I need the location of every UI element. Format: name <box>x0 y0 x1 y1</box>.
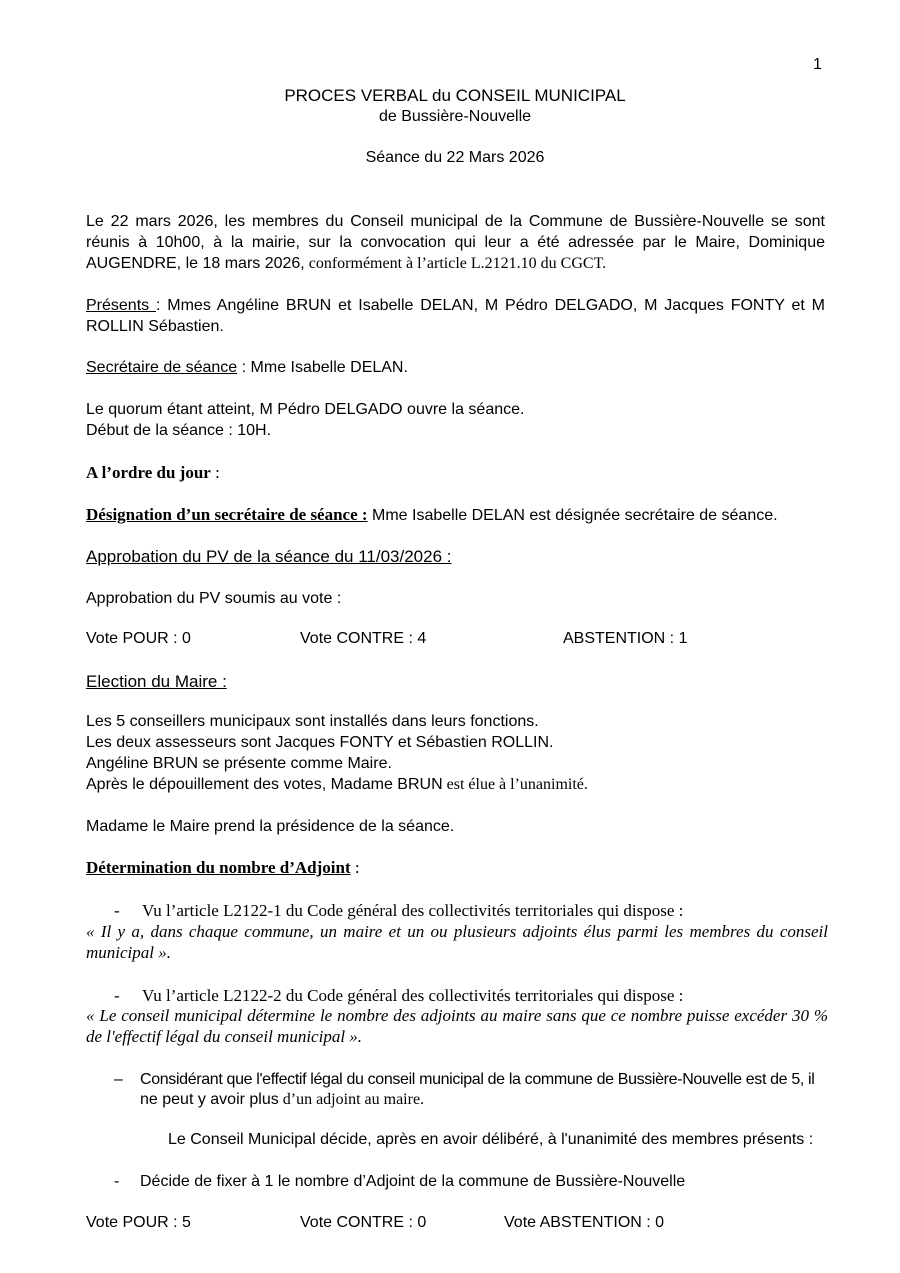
quote-1: « Il y a, dans chaque commune, un maire et un ou plusieurs adjoints élus parmi les membres du conseil municipal ». <box>86 922 828 962</box>
election-line-2: Les deux assesseurs sont Jacques FONTY et Sébastien ROLLIN. <box>86 734 554 751</box>
bullet-4-text: Décide de fixer à 1 le nombre d’Adjoint de la commune de Bussière-Nouvelle <box>140 1173 686 1190</box>
bullet-1-dash: - <box>114 901 120 920</box>
bullet-4-dash: - <box>114 1173 120 1190</box>
secretary-text: : Mme Isabelle DELAN. <box>237 359 408 376</box>
bullet-3-line-1: Considérant que l'effectif légal du conseil municipal de la commune de Bussière-Nouvelle est de 5, il <box>140 1071 815 1088</box>
approval-vote-contre: Vote CONTRE : 4 <box>300 630 427 647</box>
final-vote-abstention: Vote ABSTENTION : 0 <box>504 1214 665 1231</box>
intro-text: Le 22 mars 2026, les membres du Conseil municipal de la Commune de Bussière-Nouvelle se sont réunis à 10h00, à la mairie, sur la convocation qui leur a été adressée par le Maire, Dominique AUGENDRE, le 18 mars 2026, <box>86 213 825 272</box>
designation-text: Mme Isabelle DELAN est désignée secrétaire de séance. <box>367 507 778 524</box>
election-line-4 <box>86 774 825 795</box>
intro-paragraph <box>86 211 825 274</box>
approval-abstention: ABSTENTION : 1 <box>563 630 688 647</box>
approval-text: Approbation du PV soumis au vote : <box>86 590 342 607</box>
election-result-text: Après le dépouillement des votes, Madame BRUN <box>86 776 443 793</box>
designation-paragraph <box>86 504 825 526</box>
determination-heading-text: Détermination du nombre d’Adjoint <box>86 858 351 877</box>
document-title: PROCES VERBAL du CONSEIL MUNICIPAL <box>284 86 626 105</box>
approval-vote-pour: Vote POUR : 0 <box>86 630 191 647</box>
page-number: 1 <box>813 56 822 73</box>
bullet-2-text: Vu l’article L2122-2 du Code général des collectivités territoriales qui dispose : <box>142 986 684 1005</box>
presents-text: Mmes Angéline BRUN et Isabelle DELAN, M Pédro DELGADO, M Jacques FONTY et M ROLLIN Sébastien. <box>86 297 825 335</box>
bullet-3-line-2 <box>140 1089 830 1110</box>
final-vote-pour: Vote POUR : 5 <box>86 1214 191 1231</box>
agenda-heading-text: A l’ordre du jour <box>86 463 211 482</box>
intro-text-legal: conformément à l’article L.2121.10 du CGCT. <box>304 255 607 272</box>
agenda-heading <box>86 462 825 483</box>
presents-colon: : <box>155 297 161 314</box>
presents-label: Présents <box>86 297 156 314</box>
determination-heading-colon: : <box>350 858 360 877</box>
session-start-line: Début de la séance : 10H. <box>86 422 272 439</box>
approval-heading: Approbation du PV de la séance du 11/03/2026 : <box>86 547 452 566</box>
agenda-heading-colon: : <box>210 463 220 482</box>
final-vote-contre: Vote CONTRE : 0 <box>300 1214 427 1231</box>
designation-heading: Désignation d’un secrétaire de séance : <box>86 505 368 524</box>
session-date: Séance du 22 Mars 2026 <box>365 149 545 166</box>
election-line-3: Angéline BRUN se présente comme Maire. <box>86 755 392 772</box>
presents-paragraph <box>86 295 825 337</box>
secretary-label: Secrétaire de séance <box>86 359 238 376</box>
bullet-3-line-2-sans: ne peut y avoir plus <box>140 1091 279 1108</box>
election-line-5: Madame le Maire prend la présidence de la séance. <box>86 818 455 835</box>
election-result-serif: est élue à l’unanimité. <box>442 776 588 793</box>
council-decision: Le Conseil Municipal décide, après en avoir délibéré, à l'unanimité des membres présents : <box>168 1131 814 1148</box>
bullet-1-text: Vu l’article L2122-1 du Code général des collectivités territoriales qui dispose : <box>142 901 684 920</box>
election-line-1: Les 5 conseillers municipaux sont installés dans leurs fonctions. <box>86 713 539 730</box>
quote-2: « Le conseil municipal détermine le nombre des adjoints au maire sans que ce nombre puisse excéder 30 % de l'effectif légal du conseil municipal ». <box>86 1006 828 1046</box>
document-subtitle: de Bussière-Nouvelle <box>378 108 532 125</box>
secretary-paragraph <box>86 357 825 378</box>
election-heading: Election du Maire : <box>86 672 227 691</box>
bullet-3-line-2-serif: d’un adjoint au maire. <box>278 1091 425 1108</box>
bullet-3-dash: – <box>114 1071 123 1088</box>
quorum-line: Le quorum étant atteint, M Pédro DELGADO ouvre la séance. <box>86 401 525 418</box>
determination-heading <box>86 857 825 878</box>
bullet-2-dash: - <box>114 986 120 1005</box>
